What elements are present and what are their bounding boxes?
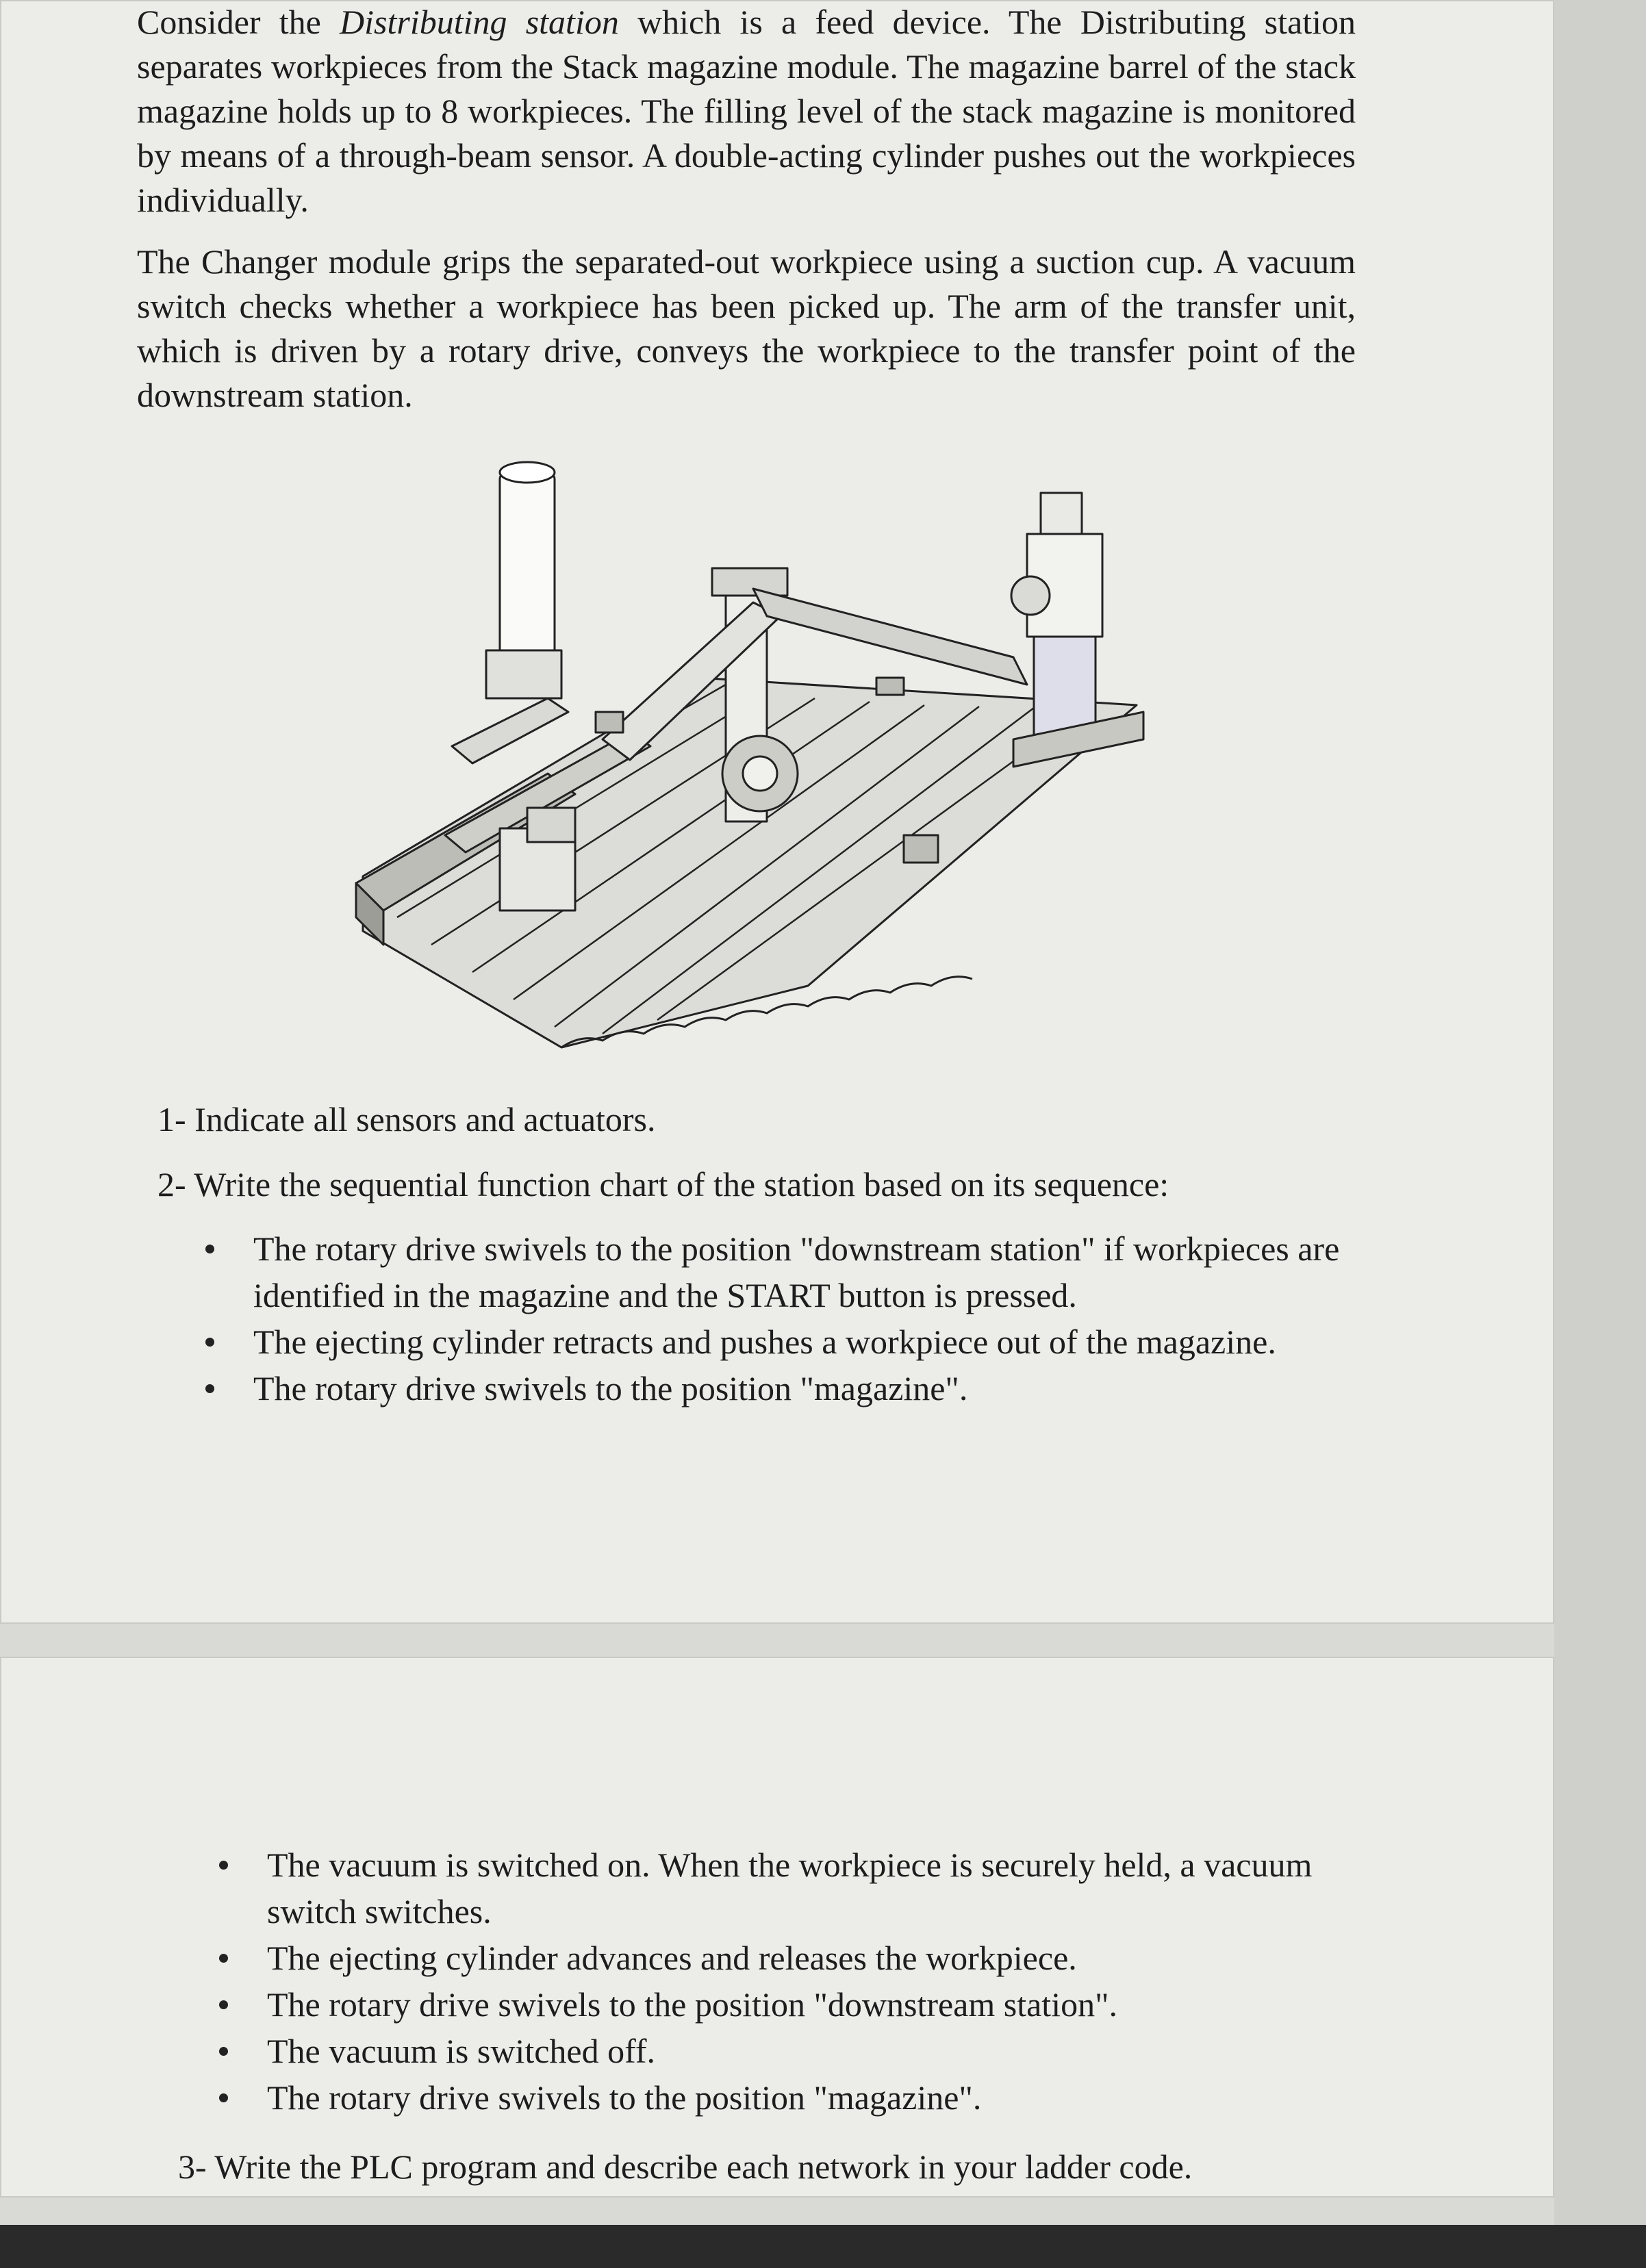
background-edge [1554,0,1646,2225]
question-1: 1- Indicate all sensors and actuators. [157,1100,656,1138]
list-item: The rotary drive swivels to the position "downstream station". [219,1981,1383,2028]
list-item: The rotary drive swivels to the position "magazine". [219,2074,1383,2121]
intro-paragraph-2: The Changer module grips the separated-out workpiece using a suction cup. A vacuum switch checks whether a workpiece has been picked up. The arm of the transfer unit, which is driven by a rotary drive, conveys the workpiece to the transfer point of the downstream station. [137,242,1356,414]
question-3: 3- Write the PLC program and describe each network in your ladder code. [178,2148,1193,2186]
sequence-list-part1 [205,1225,1369,1412]
list-item: The vacuum is switched off. [219,2028,1383,2074]
sequence-list-part2 [219,1842,1383,2121]
distributing-station-figure [342,452,1164,1068]
list-item: The ejecting cylinder advances and releases the workpiece. [219,1935,1383,1981]
question-2: 2- Write the sequential function chart of the station based on its sequence: [157,1165,1169,1203]
screen-bottom-edge [0,2225,1646,2268]
list-item: The rotary drive swivels to the position "magazine". [205,1365,1369,1412]
list-item: The vacuum is switched on. When the workpiece is securely held, a vacuum switch switches. [219,1842,1383,1935]
list-item: The rotary drive swivels to the position "downstream station" if workpieces are identified in the magazine and the START button is pressed. [205,1225,1369,1318]
intro-paragraph-1: Consider the Distributing station which is a feed device. The Distributing station separates workpieces from the Stack magazine module. The magazine barrel of the stack magazine holds up to 8 workpieces. The filling level of the stack magazine is monitored by means of a through-beam sensor. A double-acting cylinder pushes out the workpieces individually. [137,3,1356,219]
list-item: The ejecting cylinder retracts and pushes a workpiece out of the magazine. [205,1318,1369,1365]
